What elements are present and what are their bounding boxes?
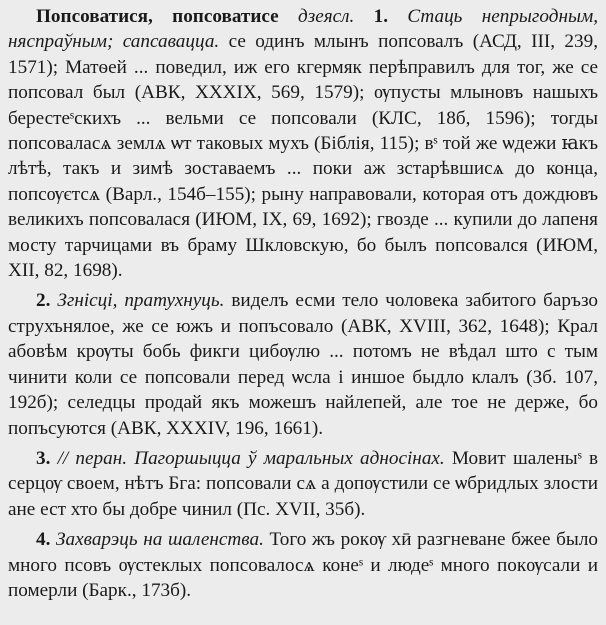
dictionary-entry [8,4,598,603]
sense-gloss: Стаць непрыгодным, няспраўным; сапсавацца. [8,6,599,53]
sense-number: 2. [36,290,51,312]
sense-number: 3. [36,447,51,469]
sense-number: 4. [36,529,51,551]
part-of-speech: дзеясл. [298,6,355,27]
sense-citations: Мовит шаленыˢ в серцѹ своем, нѣтъ Бга: попсовали сѧ а допѹстили се ѡбридлых злости ане ест хто бы добре чинил (Пс. XVII, 35б). [8,447,599,520]
sense-paragraph [8,288,598,440]
headword: Попсоватися, попсоватисе [36,6,279,27]
sense-paragraph [8,446,598,522]
sense-paragraph [8,4,598,283]
sense-paragraph [8,527,598,603]
sense-gloss: // перан. Пагоршыцца ў маральных адносінах. [57,447,445,469]
sense-gloss: Згнісці, пратухнуць. [57,290,225,312]
sense-citations: виделъ есми тело чоловека забитого баръзо струхънялое, же се южъ и попъсовало (АВК, XVIII, 362, 1648); Крал абовѣм крѹты бобь фикги цибѹлю ... потомъ не вѣдал што с тым чинити коли се попсовали перед ѡсла і иншое быдло клалъ (Зб. 107, 192б); селедцы продай якъ можешъ найлепей, але тое не держе, бо попъсуются (АВК, XXXIV, 196, 1661). [8,290,599,439]
sense-citations: се одинъ млынъ попсовалъ (АСД, III, 239, 1571); Матѳей ... поведил, иж его кгермяк перѣправилъ для тог, же се попсовал был (АВК, XXXIX, 569, 1579); ѹпусты млыновъ нашыхъ берестеˢскихъ ... вельми се попсовали (КЛС, 18б, 1596); тогды попсоваласѧ землѧ ѡт таковых мухъ (Біблія, 115); вˢ той же ѡдежи ꙗкъ лѣтѣ, такъ и зимѣ зоставаемъ ... поки аж зстарѣвшисѧ до конца, попсѹєтсѧ (Варл., 154б–155); рыну направовали, которая отъ дождювъ великихъ попсовалася (ИЮМ, IX, 69, 1692); гвозде ... купили до лапеня мосту тарчицами въ браму Шкловскую, бо былъ попсовался (ИЮМ, XII, 82, 1698). [8,31,599,282]
sense-citations: Того жъ рокѹ хӣ разгневане бжее было много псовъ ѹстеклых попсовалосѧ конеˢ и людеˢ много покѹсали и померли (Барк., 173б). [8,529,598,601]
sense-number: 1. [373,6,389,27]
sense-gloss: Захварэць на шаленства. [56,529,264,551]
